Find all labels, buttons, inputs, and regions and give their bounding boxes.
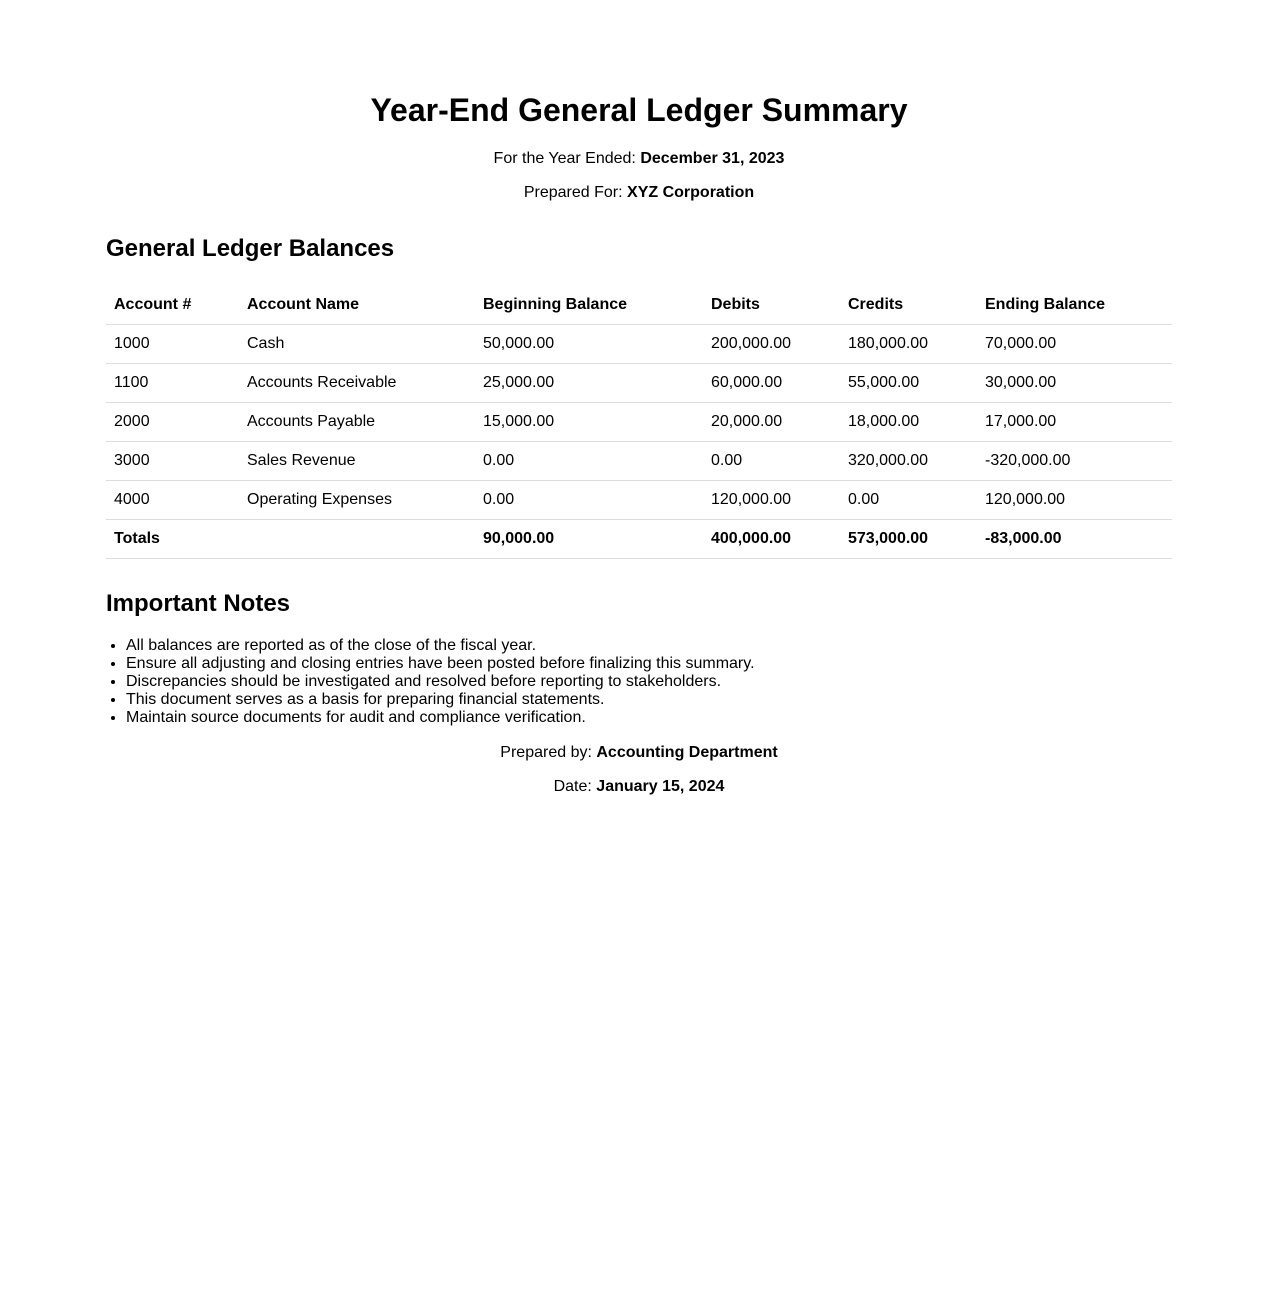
cell-account-number: 1000 xyxy=(106,325,239,364)
cell-account-number: 3000 xyxy=(106,442,239,481)
table-row xyxy=(106,403,1172,442)
totals-debits: 400,000.00 xyxy=(703,520,840,559)
cell-debits: 20,000.00 xyxy=(703,403,840,442)
cell-account-number: 1100 xyxy=(106,364,239,403)
column-header-debits: Debits xyxy=(703,286,840,325)
prepared-for-line xyxy=(106,184,1172,202)
list-item: • This document serves as a basis for preparing financial statements. xyxy=(126,691,1172,709)
prepared-for-value: XYZ Corporation xyxy=(627,184,755,201)
list-item: • Ensure all adjusting and closing entries have been posted before finalizing this summary. xyxy=(126,655,1172,673)
cell-account-name: Accounts Receivable xyxy=(239,364,475,403)
table-row xyxy=(106,364,1172,403)
totals-label: Totals xyxy=(106,520,239,559)
totals-row xyxy=(106,520,1172,559)
cell-beginning-balance: 0.00 xyxy=(475,442,703,481)
table-header-row xyxy=(106,286,1172,325)
date-line xyxy=(106,778,1172,796)
totals-ending-balance: -83,000.00 xyxy=(977,520,1172,559)
table-row xyxy=(106,325,1172,364)
prepared-by-value: Accounting Department xyxy=(596,744,778,761)
cell-debits: 0.00 xyxy=(703,442,840,481)
cell-credits: 18,000.00 xyxy=(840,403,977,442)
cell-ending-balance: -320,000.00 xyxy=(977,442,1172,481)
page-title: Year-End General Ledger Summary xyxy=(370,92,908,128)
ledger-table xyxy=(106,286,1172,559)
column-header-account-number: Account # xyxy=(106,286,239,325)
cell-beginning-balance: 0.00 xyxy=(475,481,703,520)
cell-account-name: Sales Revenue xyxy=(239,442,475,481)
cell-credits: 0.00 xyxy=(840,481,977,520)
list-item: • Maintain source documents for audit and compliance verification. xyxy=(126,709,1172,727)
cell-beginning-balance: 25,000.00 xyxy=(475,364,703,403)
column-header-beginning-balance: Beginning Balance xyxy=(475,286,703,325)
prepared-by-label: Prepared by: xyxy=(500,744,592,761)
cell-debits: 60,000.00 xyxy=(703,364,840,403)
table-row xyxy=(106,481,1172,520)
column-header-account-name: Account Name xyxy=(239,286,475,325)
cell-credits: 55,000.00 xyxy=(840,364,977,403)
cell-credits: 180,000.00 xyxy=(840,325,977,364)
cell-credits: 320,000.00 xyxy=(840,442,977,481)
notes-list xyxy=(106,637,1172,727)
totals-account-name-empty xyxy=(239,520,475,559)
document-page xyxy=(106,0,1172,796)
table-row xyxy=(106,442,1172,481)
cell-debits: 200,000.00 xyxy=(703,325,840,364)
list-item: • All balances are reported as of the close of the fiscal year. xyxy=(126,637,1172,655)
year-ended-value: December 31, 2023 xyxy=(640,150,785,167)
cell-beginning-balance: 50,000.00 xyxy=(475,325,703,364)
totals-beginning-balance: 90,000.00 xyxy=(475,520,703,559)
year-ended-label: For the Year Ended: xyxy=(493,150,636,167)
cell-account-number: 4000 xyxy=(106,481,239,520)
prepared-for-label: Prepared For: xyxy=(523,184,623,201)
cell-ending-balance: 30,000.00 xyxy=(977,364,1172,403)
cell-ending-balance: 120,000.00 xyxy=(977,481,1172,520)
ledger-section-title: General Ledger Balances xyxy=(106,235,395,262)
cell-ending-balance: 70,000.00 xyxy=(977,325,1172,364)
cell-account-name: Operating Expenses xyxy=(239,481,475,520)
cell-account-number: 2000 xyxy=(106,403,239,442)
notes-section-title: Important Notes xyxy=(106,590,291,617)
column-header-ending-balance: Ending Balance xyxy=(977,286,1172,325)
date-value: January 15, 2024 xyxy=(596,778,725,795)
prepared-by-line xyxy=(106,744,1172,762)
totals-credits: 573,000.00 xyxy=(840,520,977,559)
list-item: • Discrepancies should be investigated and resolved before reporting to stakeholders. xyxy=(126,673,1172,691)
cell-beginning-balance: 15,000.00 xyxy=(475,403,703,442)
cell-account-name: Cash xyxy=(239,325,475,364)
cell-debits: 120,000.00 xyxy=(703,481,840,520)
cell-account-name: Accounts Payable xyxy=(239,403,475,442)
year-ended-line xyxy=(106,150,1172,168)
cell-ending-balance: 17,000.00 xyxy=(977,403,1172,442)
date-label: Date: xyxy=(553,778,592,795)
column-header-credits: Credits xyxy=(840,286,977,325)
